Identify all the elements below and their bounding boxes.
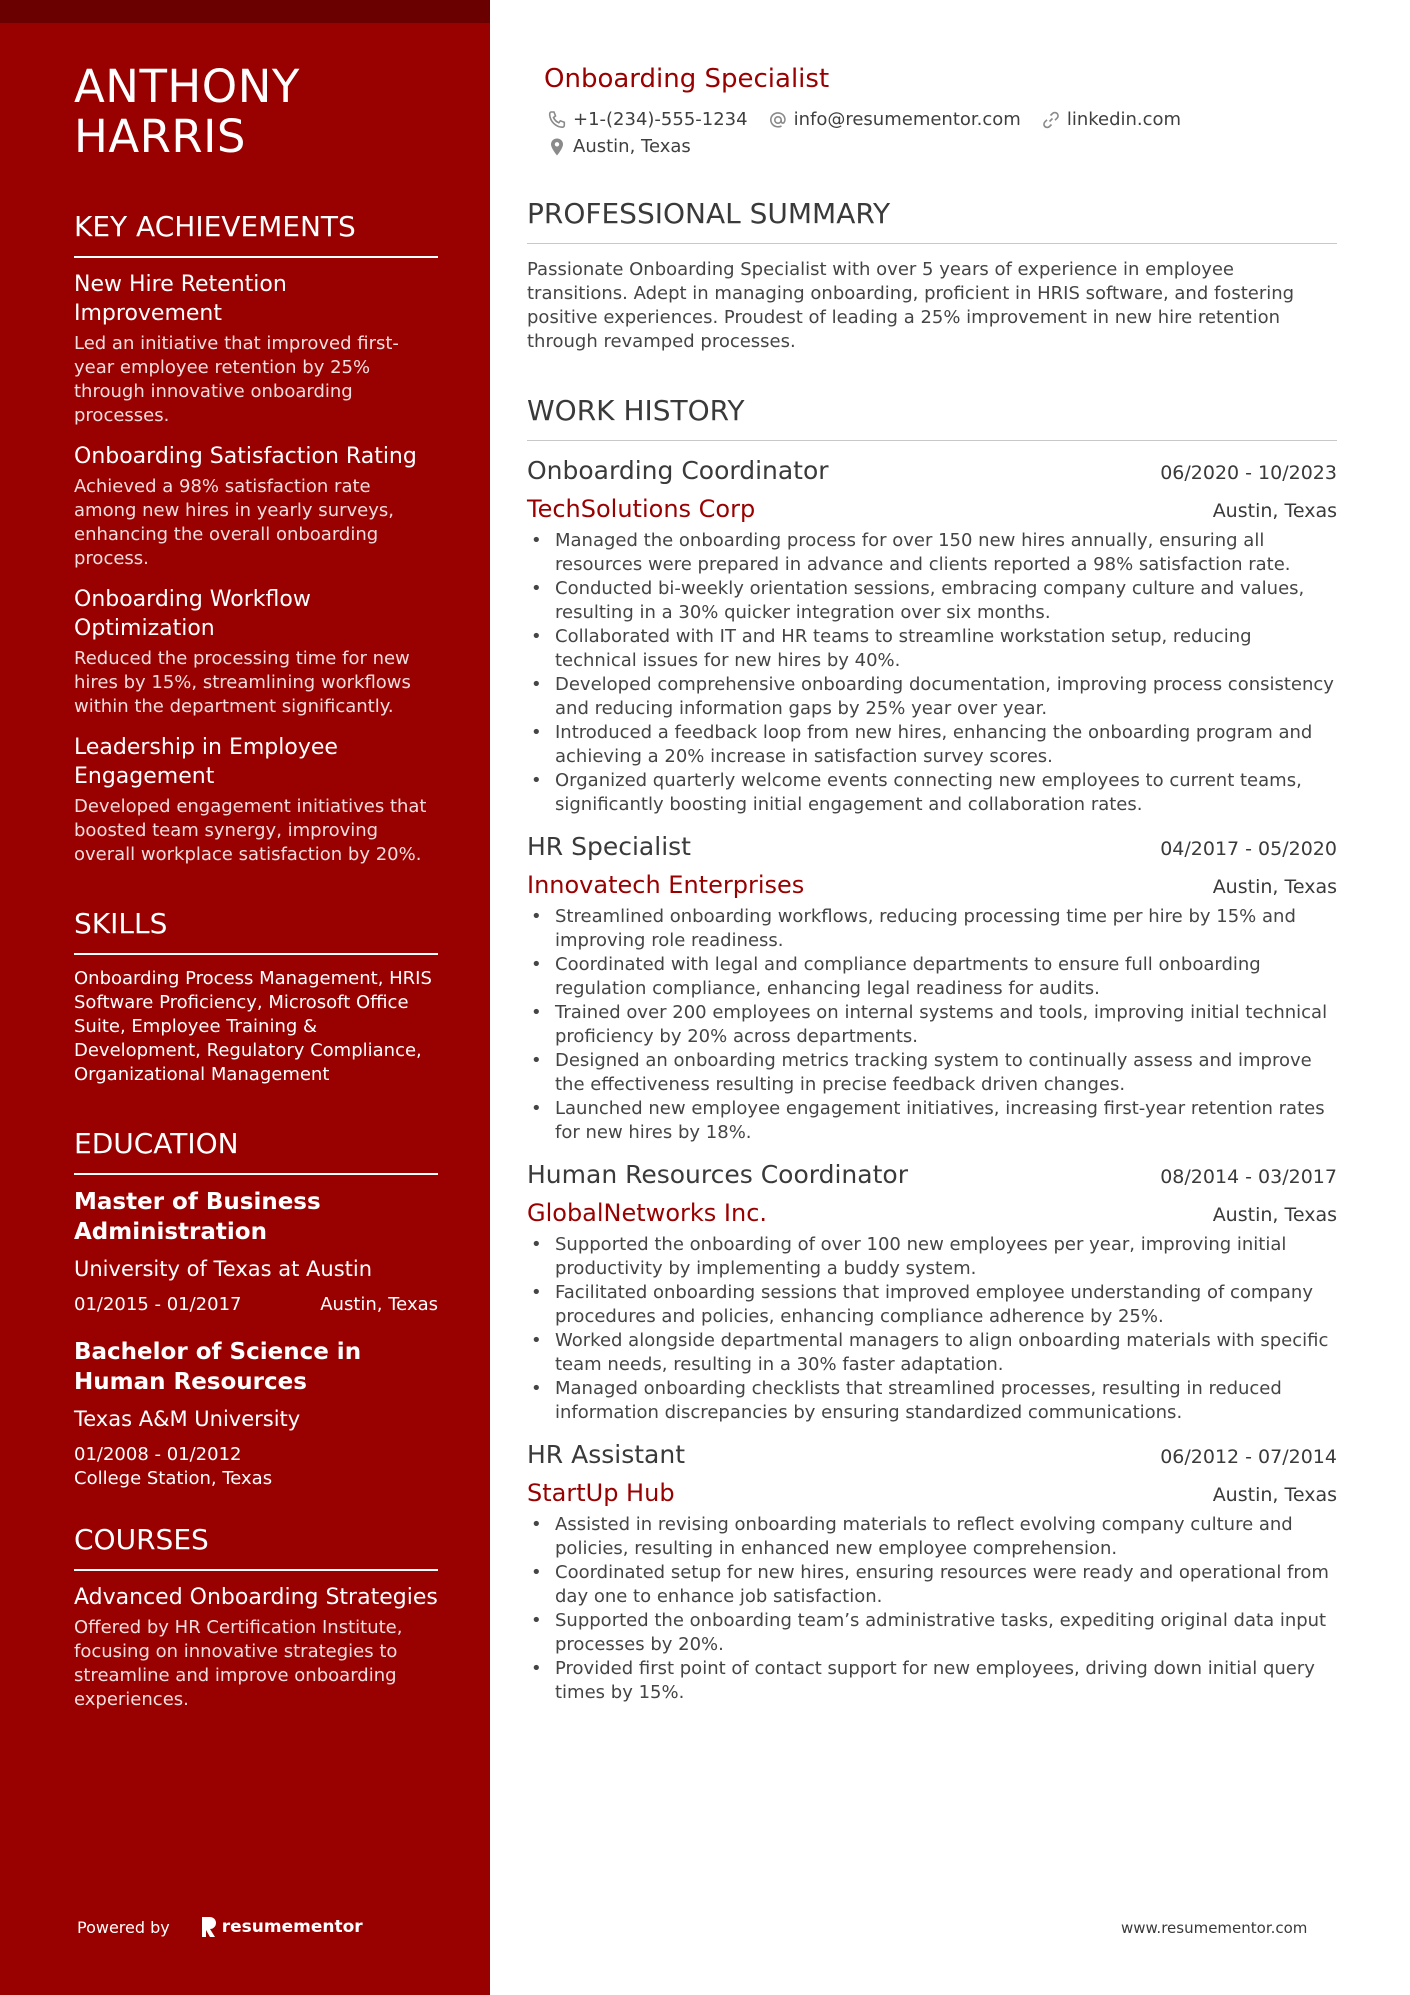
achievement-item <box>74 442 438 571</box>
candidate-name <box>74 62 438 162</box>
job-location: Austin, Texas <box>1212 1484 1337 1506</box>
course-title: Advanced Onboarding Strategies <box>74 1585 438 1610</box>
skills-text: Onboarding Process Management, HRIS Software Proficiency, Microsoft Office Suite, Employee Training & Development, Regulatory Compliance, Organizational Management <box>74 968 432 1085</box>
achievement-title: Onboarding Satisfaction Rating <box>74 444 417 469</box>
achievement-title: Onboarding Workflow Optimization <box>74 587 311 641</box>
education-degree: Bachelor of Science in Human Resources <box>74 1339 362 1395</box>
education-dates: 01/2008 - 01/2012 <box>74 1444 242 1465</box>
job-company: Innovatech Enterprises <box>527 871 805 899</box>
achievement-item <box>74 733 438 867</box>
job-company-row <box>527 1477 1337 1511</box>
education-item <box>74 1187 438 1317</box>
job-role: HR Assistant <box>527 1440 686 1469</box>
contact-linkedin[interactable] <box>1041 108 1181 132</box>
job-location: Austin, Texas <box>1212 876 1337 898</box>
job-company-row <box>527 493 1337 527</box>
job-bullet: • Worked alongside departmental managers to align onboarding materials with specific team needs, resulting in a 30% faster adaptation. <box>527 1329 1337 1377</box>
education-meta <box>74 1443 438 1491</box>
job-bullet: • Organized quarterly welcome events connecting new employees to current teams, significantly boosting initial engagement and collaboration rates. <box>527 769 1337 817</box>
email-text: info@resumementor.com <box>793 109 1021 130</box>
education-meta <box>74 1293 438 1317</box>
resumementor-logo-icon <box>200 1917 216 1937</box>
first-name: ANTHONY <box>74 60 300 113</box>
job-dates: 04/2017 - 05/2020 <box>1160 838 1337 860</box>
job-bullet: • Developed comprehensive onboarding documentation, improving process consistency and reducing information gaps by 25% year over year. <box>527 673 1337 721</box>
job-bullet: • Launched new employee engagement initiatives, increasing first-year retention rates for new hires by 18%. <box>527 1097 1337 1145</box>
achievement-desc: Led an initiative that improved first-year employee retention by 25% through innovative onboarding processes. <box>74 333 399 426</box>
job-header <box>527 1159 1337 1193</box>
job-bullet: • Supported the onboarding of over 100 new employees per year, improving initial productivity by implementing a buddy system. <box>527 1233 1337 1281</box>
work-history-heading: WORK HISTORY <box>527 394 1337 441</box>
job-bullet: • Provided first point of contact support for new employees, driving down initial query times by 15%. <box>527 1657 1337 1705</box>
job-header <box>527 831 1337 865</box>
skills-heading: SKILLS <box>74 907 438 955</box>
education-heading: EDUCATION <box>74 1127 438 1175</box>
courses-heading: COURSES <box>74 1523 438 1571</box>
job-entry <box>527 1159 1337 1425</box>
job-bullets <box>527 529 1337 817</box>
education-degree: Master of Business Administration <box>74 1189 321 1245</box>
course-item <box>74 1583 438 1712</box>
phone-text: +1-(234)-555-1234 <box>573 109 748 130</box>
contact-info <box>547 108 1337 159</box>
sidebar <box>0 0 490 1995</box>
job-header <box>527 1439 1337 1473</box>
job-bullet: • Introduced a feedback loop from new hires, enhancing the onboarding program and achieving a 20% increase in satisfaction survey scores. <box>527 721 1337 769</box>
job-bullet: • Assisted in revising onboarding materials to reflect evolving company culture and policies, resulting in enhanced new employee comprehension. <box>527 1513 1337 1561</box>
job-location: Austin, Texas <box>1212 1204 1337 1226</box>
job-bullet: • Coordinated with legal and compliance departments to ensure full onboarding regulation compliance, enhancing legal readiness for audits. <box>527 953 1337 1001</box>
footer-url-link[interactable]: www.resumementor.com <box>1121 1919 1308 1937</box>
job-company-row <box>527 1197 1337 1231</box>
summary-heading: PROFESSIONAL SUMMARY <box>527 197 1337 244</box>
contact-location <box>547 135 691 159</box>
job-bullet: • Designed an onboarding metrics tracking system to continually assess and improve the effectiveness resulting in precise feedback driven changes. <box>527 1049 1337 1097</box>
location-text: Austin, Texas <box>573 136 691 157</box>
job-dates: 06/2020 - 10/2023 <box>1160 462 1337 484</box>
powered-by <box>77 1917 363 1937</box>
job-bullets <box>527 905 1337 1145</box>
job-bullet: • Supported the onboarding team’s administrative tasks, expediting original data input processes by 20%. <box>527 1609 1337 1657</box>
job-company-row <box>527 869 1337 903</box>
education-school: Texas A&M University <box>74 1407 301 1431</box>
sidebar-top-bar <box>0 0 490 23</box>
headline: Onboarding Specialist <box>544 64 830 94</box>
job-company: GlobalNetworks Inc. <box>527 1199 768 1227</box>
job-bullets <box>527 1513 1337 1705</box>
job-bullets <box>527 1233 1337 1425</box>
job-header <box>527 455 1337 489</box>
location-pin-icon <box>547 137 567 157</box>
job-entry <box>527 1439 1337 1705</box>
achievement-desc: Reduced the processing time for new hires by 15%, streamlining workflows within the department significantly. <box>74 648 411 717</box>
education-school: University of Texas at Austin <box>74 1257 373 1281</box>
contact-email[interactable] <box>768 108 1021 132</box>
job-role: HR Specialist <box>527 832 691 861</box>
linkedin-text: linkedin.com <box>1066 109 1182 130</box>
job-role: Human Resources Coordinator <box>527 1160 908 1189</box>
achievements-heading: KEY ACHIEVEMENTS <box>74 210 438 258</box>
education-dates: 01/2015 - 01/2017 <box>74 1294 242 1315</box>
job-bullet: • Trained over 200 employees on internal systems and tools, improving initial technical proficiency by 20% across departments. <box>527 1001 1337 1049</box>
job-company: StartUp Hub <box>527 1479 675 1507</box>
sidebar-content <box>74 62 438 1712</box>
achievements-list <box>74 270 438 867</box>
achievement-title: New Hire Retention Improvement <box>74 272 287 326</box>
education-location: College Station, Texas <box>74 1468 273 1489</box>
link-icon <box>1041 110 1061 130</box>
achievement-item <box>74 270 438 428</box>
achievement-title: Leadership in Employee Engagement <box>74 735 338 789</box>
achievement-item <box>74 585 438 719</box>
contact-phone[interactable] <box>547 108 748 132</box>
job-bullet: • Conducted bi-weekly orientation sessions, embracing company culture and values, resulting in a 30% quicker integration over six months. <box>527 577 1337 625</box>
job-bullet: • Coordinated setup for new hires, ensuring resources were ready and operational from day one to enhance job satisfaction. <box>527 1561 1337 1609</box>
job-bullet: • Managed onboarding checklists that streamlined processes, resulting in reduced information discrepancies by ensuring standardized communications. <box>527 1377 1337 1425</box>
main-content <box>527 62 1337 1719</box>
at-icon <box>768 110 788 130</box>
last-name: HARRIS <box>74 110 246 163</box>
education-location: Austin, Texas <box>320 1294 438 1315</box>
job-dates: 08/2014 - 03/2017 <box>1160 1166 1337 1188</box>
job-entry <box>527 455 1337 817</box>
job-dates: 06/2012 - 07/2014 <box>1160 1446 1337 1468</box>
job-company: TechSolutions Corp <box>527 495 756 523</box>
job-bullet: • Facilitated onboarding sessions that improved employee understanding of company procedures and policies, enhancing compliance adherence by 25%. <box>527 1281 1337 1329</box>
job-bullet: • Streamlined onboarding workflows, reducing processing time per hire by 15% and improving role readiness. <box>527 905 1337 953</box>
summary-text: Passionate Onboarding Specialist with over 5 years of experience in employee transitions. Adept in managing onboarding, proficient in HRIS software, and fostering positive experiences. Proudest of leading a 25% improvement in new hire retention through revamped processes. <box>527 259 1295 352</box>
education-item <box>74 1337 438 1491</box>
job-bullet: • Collaborated with IT and HR teams to streamline workstation setup, reducing technical issues for new hires by 40%. <box>527 625 1337 673</box>
job-role: Onboarding Coordinator <box>527 456 829 485</box>
achievement-desc: Developed engagement initiatives that boosted team synergy, improving overall workplace satisfaction by 20%. <box>74 796 427 865</box>
contact-row <box>547 135 1337 159</box>
job-location: Austin, Texas <box>1212 500 1337 522</box>
job-entry <box>527 831 1337 1145</box>
contact-row <box>547 108 1337 132</box>
brand-logo[interactable] <box>200 1917 363 1937</box>
brand-name: resumementor <box>221 1917 363 1937</box>
phone-icon <box>547 110 567 130</box>
achievement-desc: Achieved a 98% satisfaction rate among new hires in yearly surveys, enhancing the overall onboarding process. <box>74 476 394 569</box>
job-bullet: • Managed the onboarding process for over 150 new hires annually, ensuring all resources were prepared in advance and clients reported a 98% satisfaction rate. <box>527 529 1337 577</box>
powered-by-label: Powered by <box>77 1917 170 1937</box>
course-desc: Offered by HR Certification Institute, focusing on innovative strategies to streamline and improve onboarding experiences. <box>74 1617 403 1710</box>
